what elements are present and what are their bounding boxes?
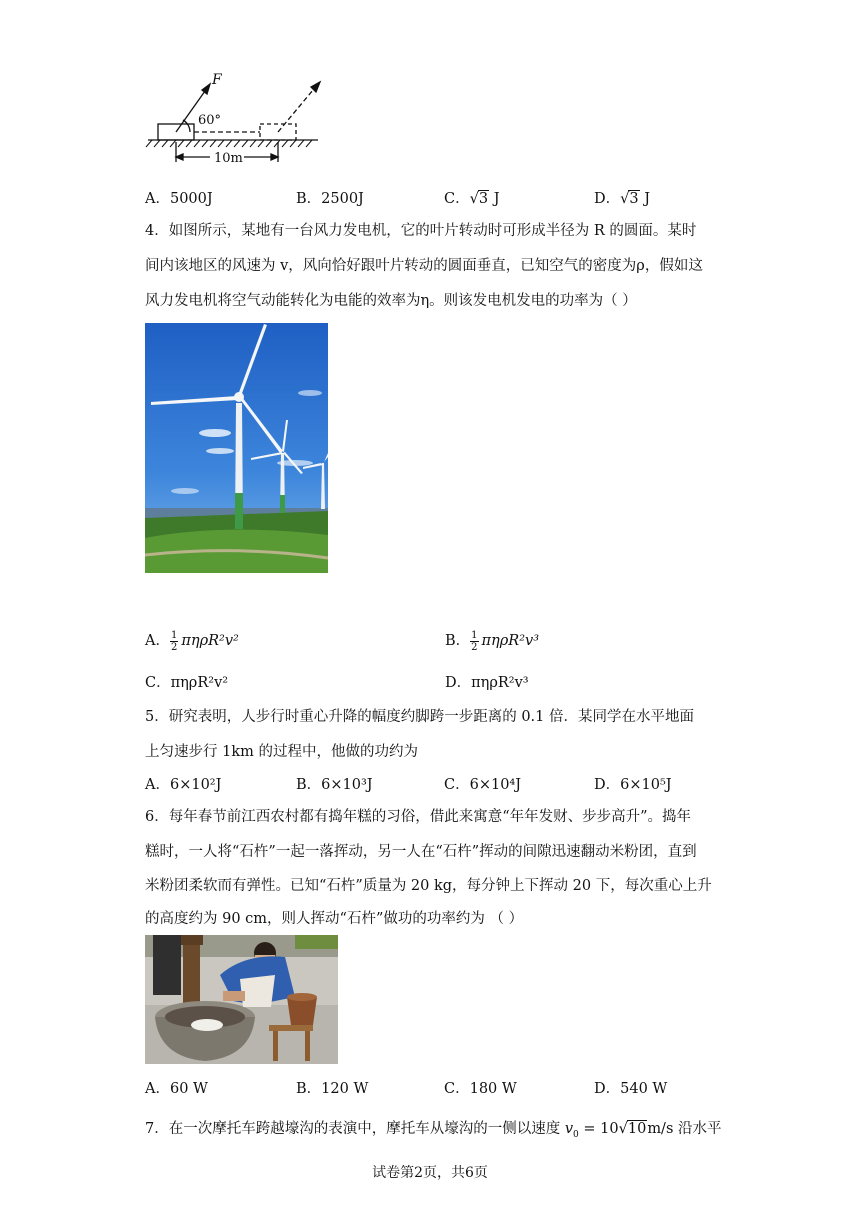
fraction-denominator: 2	[170, 641, 178, 653]
velocity-symbol: v	[564, 1121, 574, 1137]
q6-option-d: D．540 W	[594, 1081, 668, 1097]
q4-option-a-expr: πηρR²v²	[181, 633, 239, 649]
q3-option-d-radicand: 3	[629, 191, 639, 207]
q3-option-c-unit: J	[489, 191, 500, 207]
sqrt-sign: √	[469, 191, 479, 207]
q3-option-c	[444, 187, 500, 208]
force-diagram	[140, 70, 330, 170]
q4-option-a-prefix: A．	[145, 633, 170, 649]
wind-turbine-photo	[145, 323, 328, 573]
q3-option-d-prefix: D．	[594, 191, 621, 207]
sqrt-sign: √	[620, 191, 630, 207]
q6-line-3: 米粉团柔软而有弹性。已知“石杵”质量为 20 kg，每分钟上下挥动 20 下，每次重心上升	[145, 878, 712, 894]
q4-line-2: 间内该地区的风速为 v，风向恰好跟叶片转动的圆面垂直，已知空气的密度为ρ，假如这	[145, 258, 703, 274]
q6-line-2: 糕时，一人将“石杵”一起一落挥动，另一人在“石杵”挥动的间隙迅速翻动米粉团，直到	[145, 844, 697, 860]
velocity-equals: = 10	[578, 1121, 619, 1137]
page-footer: 试卷第2页，共6页	[372, 1165, 488, 1181]
q4-option-c: C．πηρR²v²	[145, 675, 229, 691]
q6-option-a: A．60 W	[145, 1081, 208, 1097]
q3-option-c-radicand: 3	[478, 191, 489, 207]
q5-line-1: 5．研究表明，人步行时重心升降的幅度约脚跨一步距离的 0.1 倍．某同学在水平地面	[145, 709, 695, 725]
q5-line-2: 上匀速步行 1km 的过程中，他做的功约为	[145, 744, 418, 760]
q6-line-1: 6．每年春节前江西农村都有捣年糕的习俗，借此来寓意“年年发财、步步高升”。捣年	[145, 809, 692, 825]
fraction-numerator: 1	[471, 629, 478, 641]
q6-option-b: B．120 W	[296, 1081, 369, 1097]
q4-option-a	[145, 629, 239, 653]
velocity-subscript: 0	[573, 1129, 579, 1140]
q4-option-d: D．πηρR²v³	[445, 675, 529, 691]
q5-option-a: A．6×10²J	[145, 777, 222, 793]
rice-cake-pounding-photo	[145, 935, 338, 1064]
q7-line-1-suffix: m/s 沿水平	[647, 1121, 722, 1137]
q7-line-1-prefix: 7．在一次摩托车跨越壕沟的表演中，摩托车从壕沟的一侧以速度	[145, 1121, 565, 1137]
q3-option-d-unit: J	[639, 191, 651, 207]
q4-line-1: 4．如图所示，某地有一台风力发电机，它的叶片转动时可形成半径为 R 的圆面。某时	[145, 223, 697, 239]
q4-line-3: 风力发电机将空气动能转化为电能的效率为η。则该发电机发电的功率为（ ）	[145, 293, 637, 309]
fraction	[470, 630, 478, 653]
distance-label: 10m	[214, 151, 243, 166]
q7-line-1	[145, 1117, 722, 1140]
angle-label: 60°	[198, 113, 222, 128]
q3-option-a: A．5000J	[145, 191, 213, 207]
q5-option-b: B．6×10³J	[296, 777, 373, 793]
q6-line-4: 的高度约为 90 cm，则人挥动“石杵”做功的功率约为 （ ）	[145, 911, 524, 927]
q3-option-c-prefix: C．	[444, 191, 470, 207]
q4-option-b	[445, 629, 539, 653]
velocity-radicand: 10	[627, 1121, 647, 1137]
q3-option-b: B．2500J	[296, 191, 364, 207]
q3-option-d	[594, 187, 650, 208]
fraction-numerator: 1	[170, 629, 178, 641]
force-label: F	[212, 72, 222, 88]
q4-option-b-expr: πηρR²v³	[481, 633, 540, 649]
sqrt-sign: √	[618, 1121, 628, 1137]
q4-option-b-prefix: B．	[445, 633, 471, 649]
fraction	[170, 630, 178, 653]
q5-option-d: D．6×10⁵J	[594, 777, 672, 793]
fraction-denominator: 2	[471, 641, 478, 653]
q6-option-c: C．180 W	[444, 1081, 517, 1097]
q5-option-c: C．6×10⁴J	[444, 777, 522, 793]
